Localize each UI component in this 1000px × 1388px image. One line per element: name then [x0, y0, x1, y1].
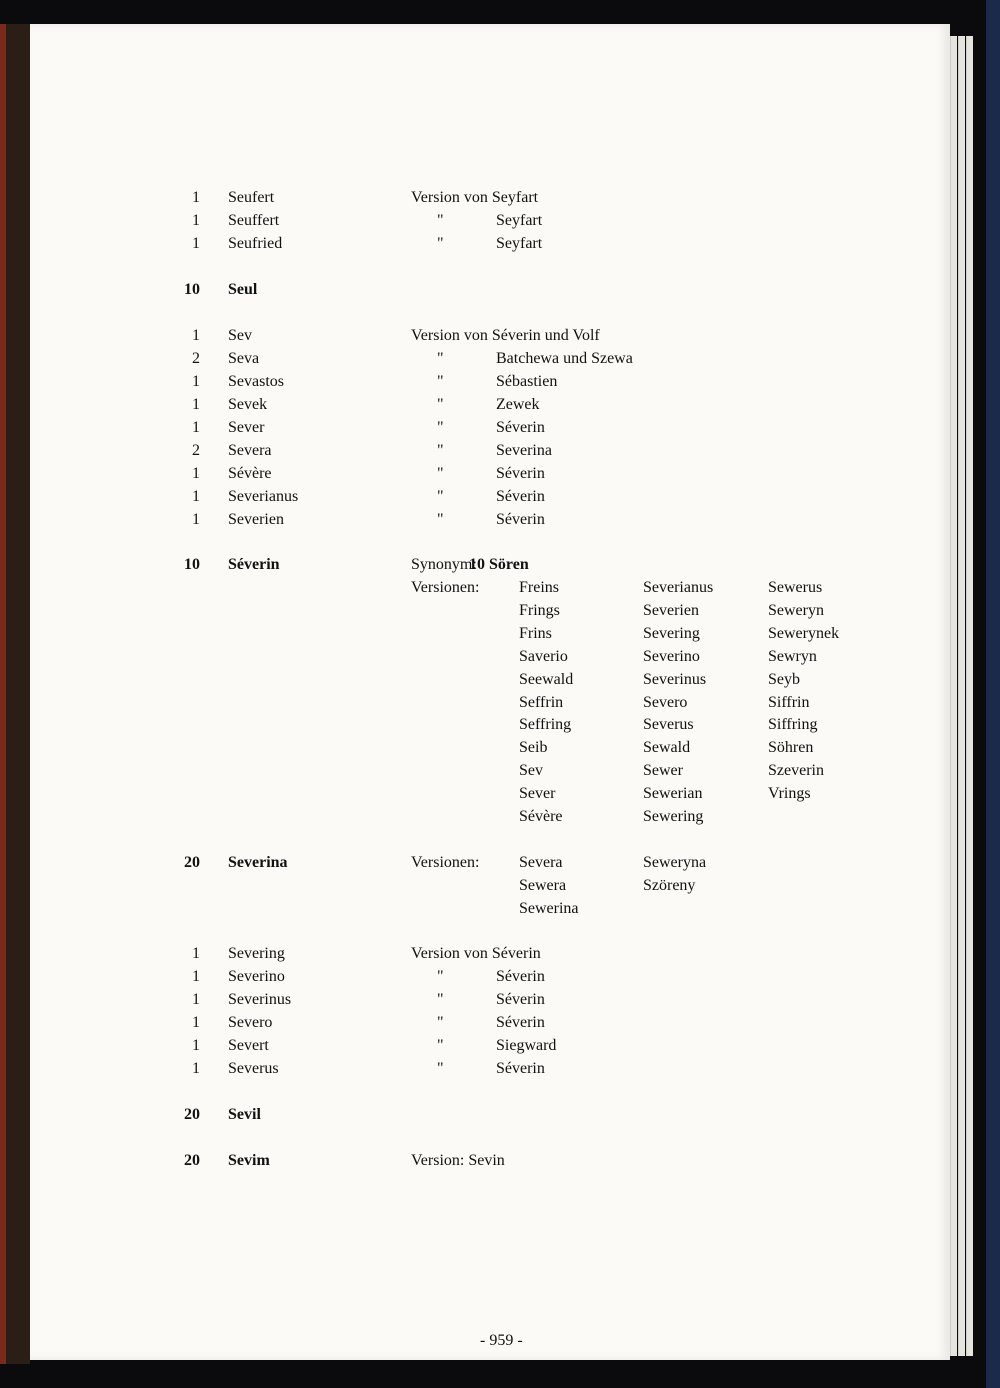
- entry-count: 1: [192, 235, 200, 252]
- entry-count: 1: [192, 212, 200, 229]
- severin-version: Severus: [643, 716, 694, 734]
- entry-label: Version von Séverin und Volf: [411, 327, 600, 344]
- entry-name: Seul: [228, 281, 258, 298]
- severin-version: Severianus: [643, 579, 714, 596]
- entry-name: Sevek: [228, 396, 268, 413]
- severin-version: Severien: [643, 601, 699, 619]
- entry-name: Sevastos: [228, 373, 284, 390]
- entry-count: 1: [192, 1037, 200, 1054]
- entry-name: Severino: [228, 968, 285, 985]
- entry-label: Version: Sevin: [411, 1152, 505, 1169]
- entry-name: Sevil: [228, 1106, 261, 1123]
- severin-version: Siffrin: [768, 693, 810, 711]
- entry-name: Seufert: [228, 189, 275, 206]
- severin-version: Szeverin: [768, 762, 824, 780]
- page-edge: [966, 36, 973, 1356]
- entry-reference: Séverin: [496, 419, 545, 436]
- ditto-mark: ": [437, 465, 444, 482]
- entry-count: 1: [192, 1060, 200, 1077]
- severina-version: Seweryna: [643, 854, 707, 871]
- severina-version: Sewera: [519, 877, 567, 894]
- entry-count: 1: [192, 945, 200, 962]
- entry-count: 1: [192, 465, 200, 482]
- entry-name: Sevim: [228, 1152, 270, 1169]
- page-edge: [958, 36, 965, 1356]
- entry-label: Versionen:: [411, 579, 480, 596]
- entry-count: 2: [192, 350, 200, 367]
- page-edge: [950, 36, 957, 1356]
- entry-name: Sever: [228, 419, 265, 436]
- entry-label: Synonym:: [411, 556, 477, 573]
- entry-name: Severina: [228, 854, 288, 871]
- entry-reference: Séverin: [496, 1014, 545, 1031]
- entry-count: 1: [192, 419, 200, 436]
- ditto-mark: ": [437, 968, 444, 985]
- severin-version: Söhren: [768, 739, 814, 757]
- severin-version: Sewerian: [643, 785, 703, 803]
- entry-name: Severa: [228, 442, 272, 459]
- entry-count: 1: [192, 991, 200, 1008]
- entry-name: Seufried: [228, 235, 283, 252]
- entry-count: 20: [184, 1152, 200, 1169]
- entry-reference: Severina: [496, 442, 552, 459]
- severina-version: Sewerina: [519, 900, 579, 917]
- entry-reference: Séverin: [496, 511, 545, 528]
- entry-count: 1: [192, 511, 200, 528]
- entry-name: Severing: [228, 945, 285, 962]
- severina-version: Severa: [519, 854, 563, 871]
- entry-name: Severien: [228, 511, 284, 528]
- entry-count: 1: [192, 189, 200, 206]
- entry-count: 1: [192, 396, 200, 413]
- severin-version: Frins: [519, 624, 552, 642]
- entry-count: 2: [192, 442, 200, 459]
- ditto-mark: ": [437, 442, 444, 459]
- page-number: - 959 -: [480, 1332, 523, 1349]
- entry-name: Seva: [228, 350, 260, 367]
- severin-version: Seffrin: [519, 693, 564, 711]
- severin-version: Freins: [519, 579, 559, 596]
- entry-reference: Séverin: [496, 991, 545, 1008]
- ditto-mark: ": [437, 1014, 444, 1031]
- entry-reference: Seyfart: [496, 212, 543, 229]
- severin-version: Sev: [519, 762, 543, 780]
- ditto-mark: ": [437, 350, 444, 367]
- entry-name: Severus: [228, 1060, 279, 1077]
- severin-version: Saverio: [519, 647, 568, 665]
- entry-reference: Seyfart: [496, 235, 543, 252]
- severin-version: Siffring: [768, 716, 818, 734]
- entry-count: 10: [184, 281, 200, 298]
- entry-count: 20: [184, 854, 200, 871]
- severin-version: Severino: [643, 647, 700, 665]
- severin-version: Sévère: [519, 808, 563, 825]
- spine-edge: [0, 24, 6, 1364]
- severin-version: Seweryn: [768, 601, 824, 619]
- entry-name: Seuffert: [228, 212, 280, 229]
- entry-count: 10: [184, 556, 200, 573]
- severin-version: Sewerus: [768, 579, 823, 596]
- severin-version: Vrings: [768, 785, 811, 803]
- severina-version: Szöreny: [643, 877, 696, 894]
- entry-name: Severo: [228, 1014, 273, 1031]
- severin-version: Sewer: [643, 762, 683, 780]
- ditto-mark: ": [437, 419, 444, 436]
- entry-reference: Séverin: [496, 465, 545, 482]
- ditto-mark: ": [437, 488, 444, 505]
- severin-version: Severing: [643, 624, 700, 642]
- entry-name: Sévère: [228, 465, 272, 482]
- entry-count: 1: [192, 968, 200, 985]
- entry-count: 1: [192, 1014, 200, 1031]
- entry-reference: Batchewa und Szewa: [496, 350, 633, 367]
- severin-version: Frings: [519, 601, 560, 619]
- ditto-mark: ": [437, 1060, 444, 1077]
- entry-reference: Zewek: [496, 396, 540, 413]
- entry-name: Severinus: [228, 991, 292, 1008]
- severin-version: Sewering: [643, 808, 704, 825]
- entry-count: 1: [192, 488, 200, 505]
- severin-version: Severo: [643, 693, 688, 711]
- entry-label: Version von Séverin: [411, 945, 541, 962]
- severin-version: Seib: [519, 739, 548, 757]
- entry-reference: Séverin: [496, 1060, 545, 1077]
- ditto-mark: ": [437, 235, 444, 252]
- severin-version: Seffring: [519, 716, 572, 734]
- ditto-mark: ": [437, 511, 444, 528]
- entry-name: Séverin: [228, 556, 280, 573]
- entry-count: 20: [184, 1106, 200, 1123]
- ditto-mark: ": [437, 212, 444, 229]
- severin-version: Seyb: [768, 670, 800, 688]
- entry-reference: Séverin: [496, 968, 545, 985]
- severin-version: Sever: [519, 785, 556, 803]
- severin-version: Seewald: [519, 670, 574, 688]
- entry-reference: 10 Sören: [469, 556, 529, 573]
- entry-name: Severt: [228, 1037, 269, 1054]
- ditto-mark: ": [437, 991, 444, 1008]
- entry-label: Versionen:: [411, 854, 480, 871]
- severin-version: Sewald: [643, 739, 691, 757]
- severin-version: Sewryn: [768, 647, 817, 665]
- severin-version: Severinus: [643, 670, 707, 688]
- entry-label: Version von Seyfart: [411, 189, 539, 206]
- severin-version: Sewerynek: [768, 624, 840, 642]
- ditto-mark: ": [437, 1037, 444, 1054]
- entry-count: 1: [192, 373, 200, 390]
- entry-reference: Séverin: [496, 488, 545, 505]
- ditto-mark: ": [437, 373, 444, 390]
- book-cover-edge: [986, 0, 1000, 1388]
- entry-name: Sev: [228, 327, 252, 344]
- entry-name: Severianus: [228, 488, 299, 505]
- entry-count: 1: [192, 327, 200, 344]
- entry-reference: Sébastien: [496, 373, 558, 390]
- entry-reference: Siegward: [496, 1037, 557, 1054]
- ditto-mark: ": [437, 396, 444, 413]
